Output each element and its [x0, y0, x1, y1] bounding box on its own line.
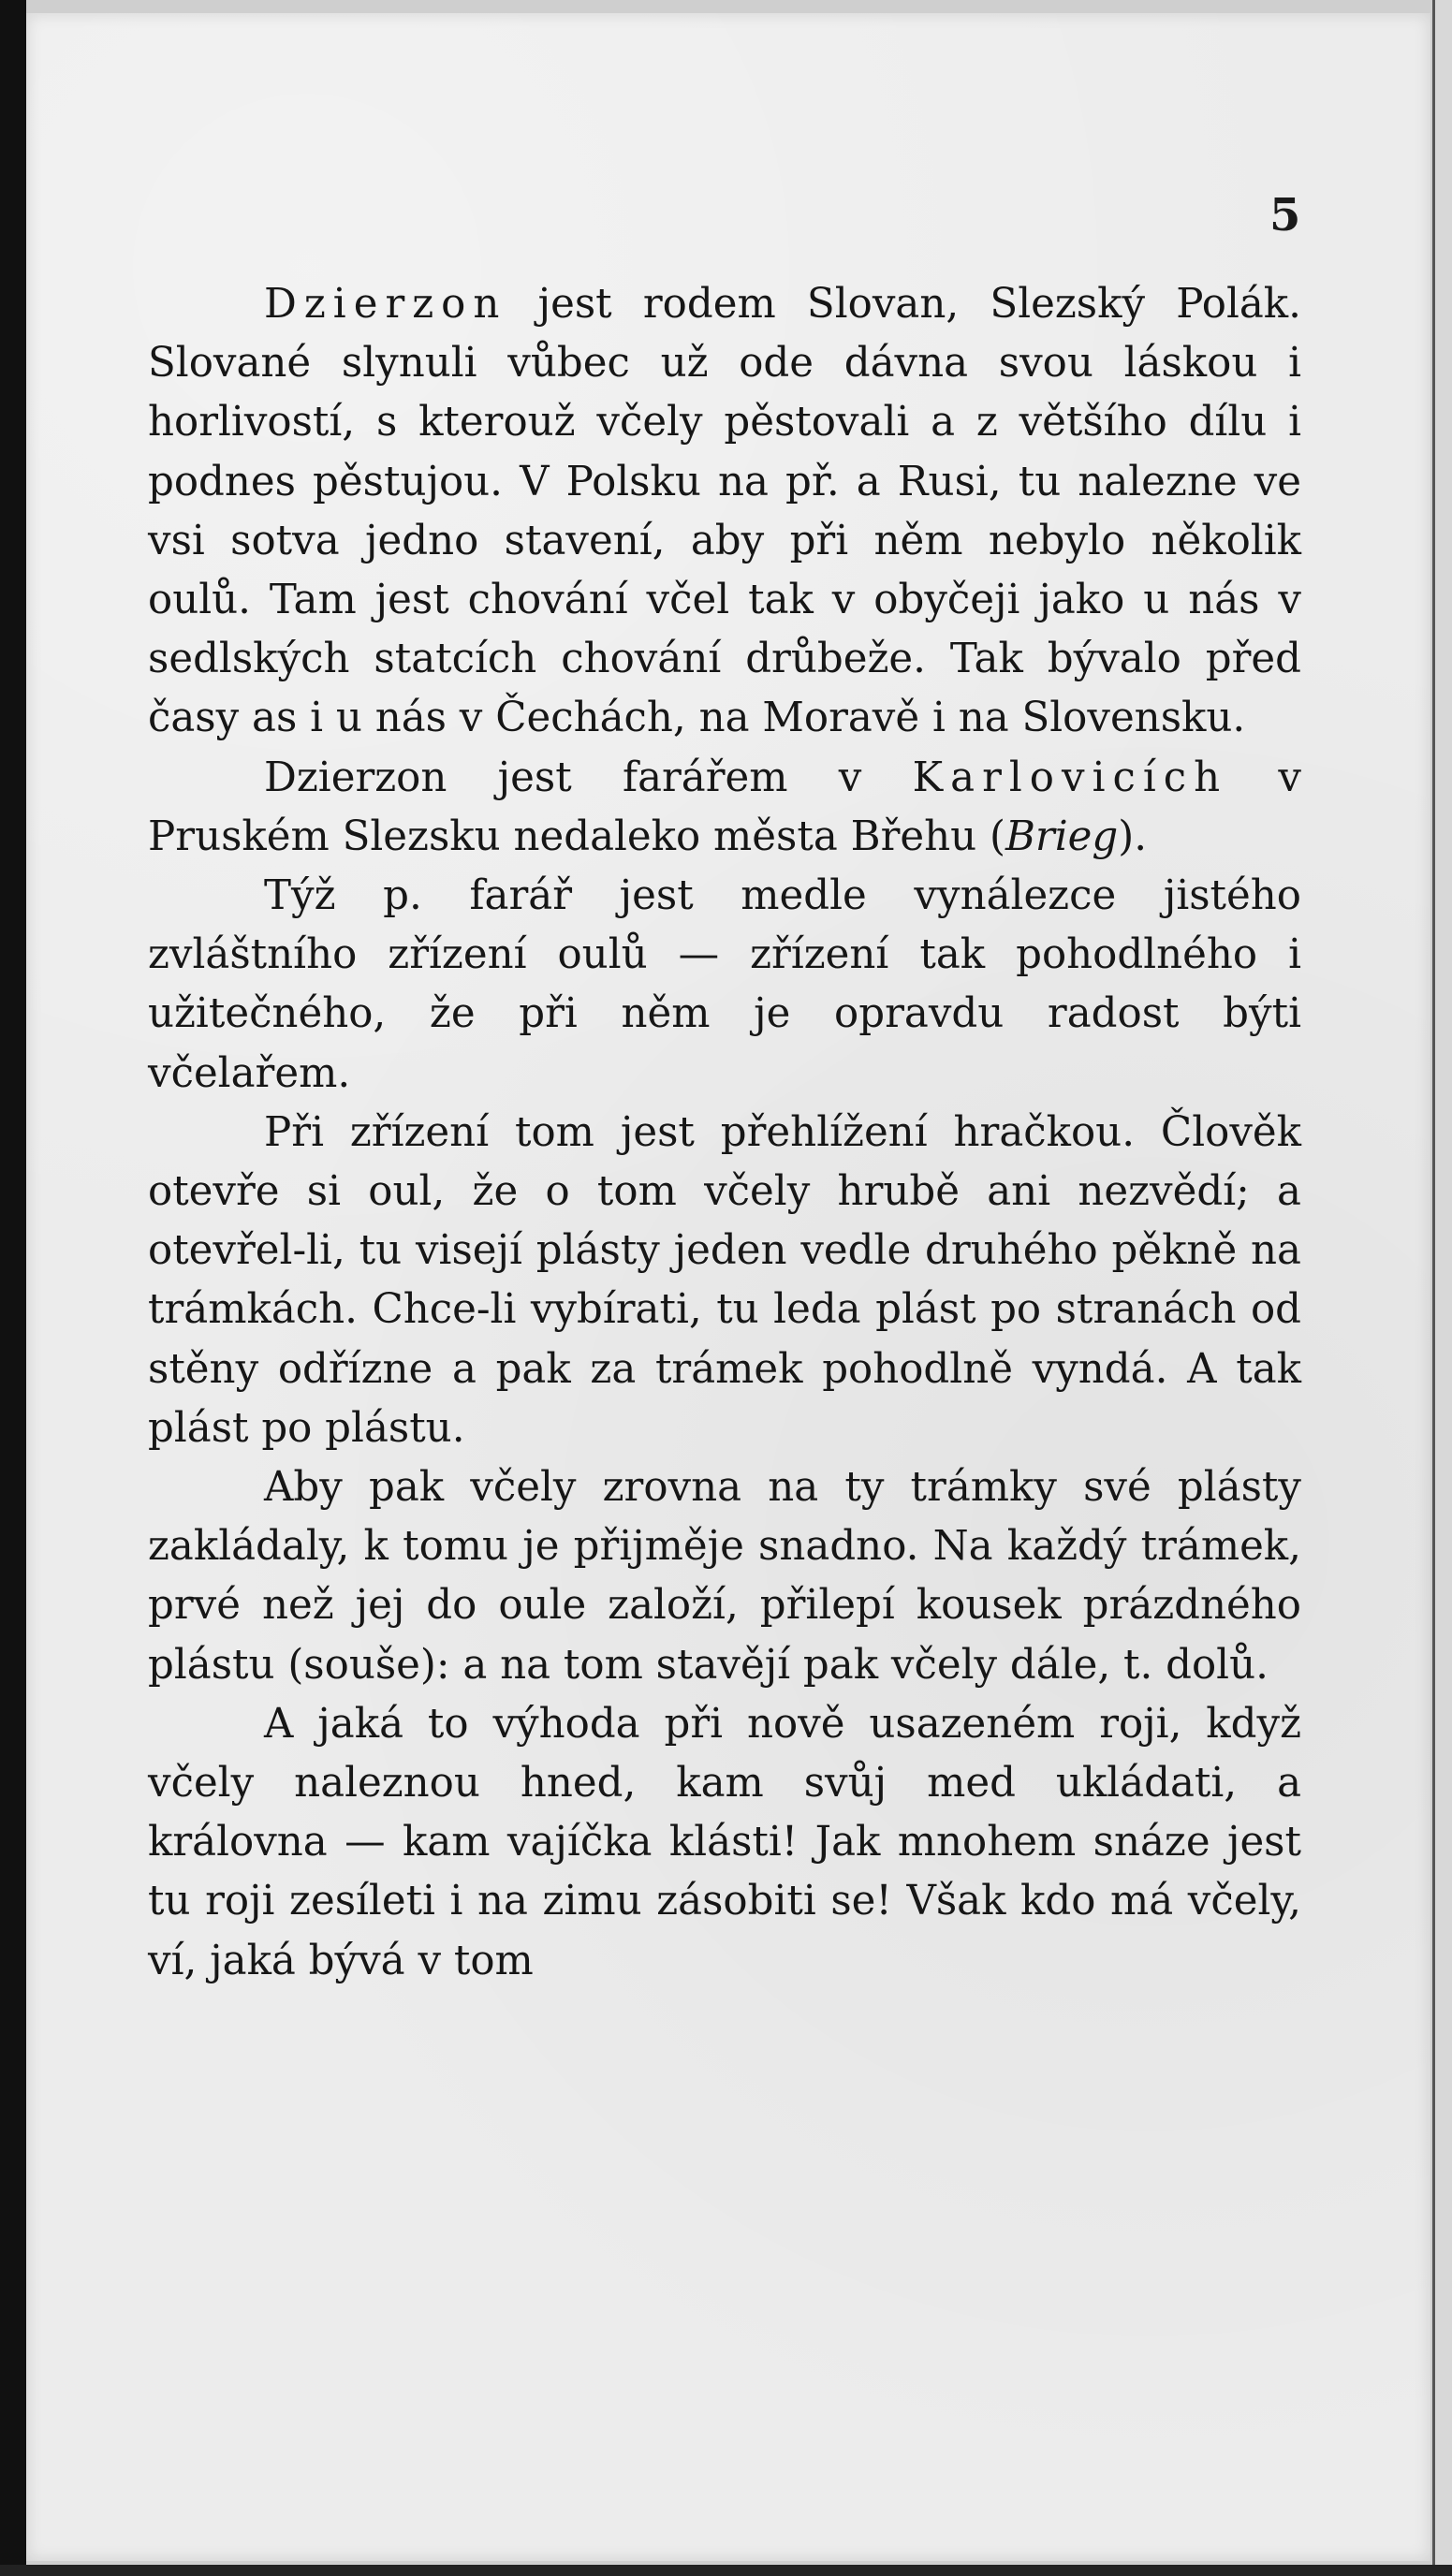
- paragraph-2: [148, 749, 1301, 867]
- body-text: [148, 275, 1301, 1991]
- scan-bottom-border: [0, 2565, 1452, 2576]
- spaced-place-karlovicich: Karlovicích: [912, 754, 1228, 801]
- paragraph-2-after: ).: [1118, 812, 1148, 860]
- spaced-name-dzierzon: Dzierzon: [264, 281, 507, 328]
- page-number: 5: [1269, 189, 1301, 242]
- paragraph-2-before: Dzierzon jest farářem v: [264, 754, 913, 801]
- paragraph-3: Týž p. farář jest medle vynálezce jistého zvláštního zřízení oulů — zřízení tak pohodlného i užitečného, že při něm je opravdu radost býti včelařem.: [148, 872, 1301, 1097]
- italic-brieg: Brieg: [1005, 812, 1119, 860]
- paragraph-5: Aby pak včely zrovna na ty trámky své plásty zakládaly, k tomu je přijměje snadno. Na každý trámek, prvé než jej do oule založí, přilepí kousek prázdného plástu (souše): a na tom stavějí pak včely dále, t. dolů.: [148, 1464, 1301, 1689]
- scan-right-border: [1432, 0, 1452, 2576]
- paragraph-6: A jaká to výhoda při nově usazeném roji, když včely naleznou hned, kam svůj med ukládati, a královna — kam vajíčka klásti! Jak mnohem snáze jest tu roji zesíleti i na zimu zásobiti se! Však kdo má včely, ví, jaká bývá v tom: [148, 1700, 1301, 1984]
- paragraph-1: [148, 275, 1301, 749]
- paragraph-2-middle: v Pruském Slezsku nedaleko města Břehu (: [148, 754, 1301, 860]
- paragraph-1-text: jest rodem Slovan, Slezský Polák. Slované slynuli vůbec už ode dávna svou láskou i horlivostí, s kterouž včely pěstovali a z většího dílu i podnes pěstujou. V Polsku na př. a Rusi, tu nalezne ve vsi sotva jedno stavení, aby při něm nebylo několik oulů. Tam jest chování včel tak v obyčeji jako u nás v sedlských statcích chování drůbeže. Tak bývalo před časy as i u nás v Čechách, na Moravě i na Slovensku.: [148, 281, 1301, 742]
- scan-left-border: [0, 0, 26, 2576]
- paragraph-4: Při zřízení tom jest přehlížení hračkou. Člověk otevře si oul, že o tom včely hrubě ani nezvědí; a otevřel-li, tu visejí plásty jeden vedle druhého pěkně na trámkách. Chce-li vybírati, tu leda plást po stranách od stěny odřízne a pak za trámek pohodlně vyndá. A tak plást po plástu.: [148, 1108, 1301, 1452]
